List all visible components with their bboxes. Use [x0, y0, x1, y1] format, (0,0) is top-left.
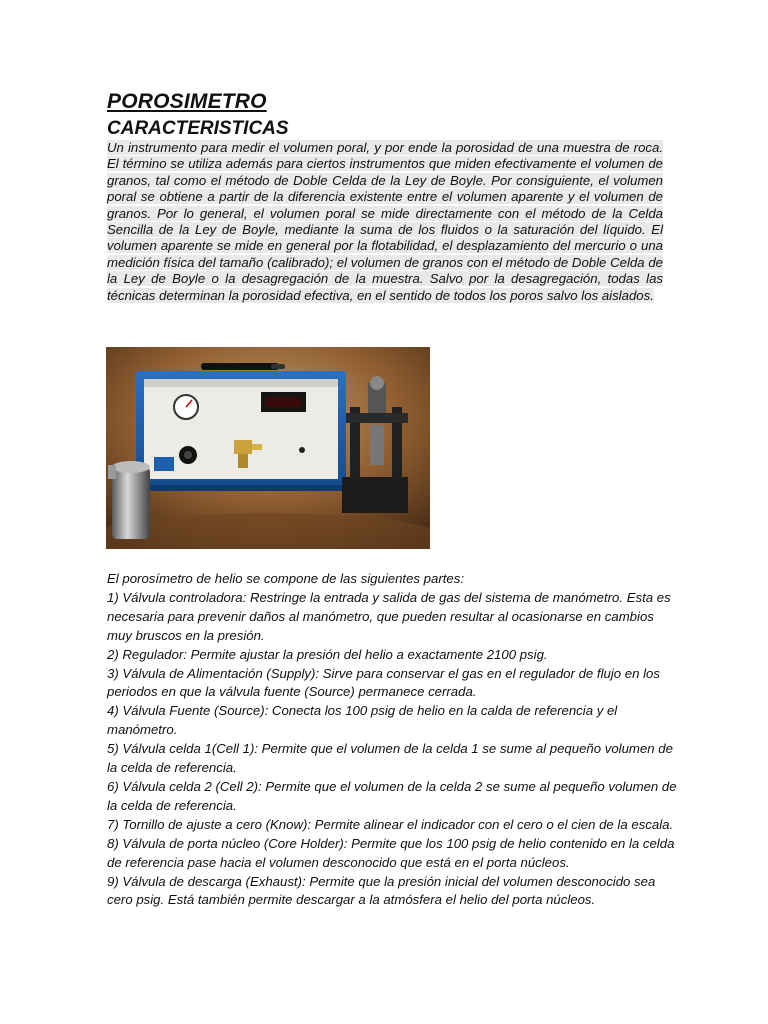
intro-paragraph	[107, 140, 663, 304]
list-item: 7) Tornillo de ajuste a cero (Know): Permite alinear el indicador con el cero o el cien de la escala.	[107, 816, 674, 832]
list-item: 3) Válvula de Alimentación (Supply): Sirve para conservar el gas en el regulador de flujo en los periodos en que la válvula fuente (Source) permanece cerrada.	[107, 665, 660, 700]
page-title: POROSIMETRO	[107, 90, 267, 113]
section-subtitle: CARACTERISTICAS	[107, 118, 289, 139]
parts-list	[107, 589, 677, 910]
list-item: 6) Válvula celda 2 (Cell 2): Permite que el volumen de la celda 2 se sume al pequeño volumen de la celda de referencia.	[107, 778, 677, 813]
porosimeter-photo	[106, 347, 430, 549]
list-item: 2) Regulador: Permite ajustar la presión del helio a exactamente 2100 psig.	[107, 646, 548, 662]
list-item: 5) Válvula celda 1(Cell 1): Permite que el volumen de la celda 1 se sume al pequeño volumen de la celda de referencia.	[107, 741, 673, 776]
list-item: 4) Válvula Fuente (Source): Conecta los 100 psig de helio en la calda de referencia y el manómetro.	[107, 703, 618, 738]
intro-text: Un instrumento para medir el volumen poral, y por ende la porosidad de una muestra de roca. El término se utiliza además para ciertos instrumentos que miden efectivamente el volumen de granos, tal como el método de Doble Celda de la Ley de Boyle. Por consiguiente, el volumen poral se obtiene a partir de la diferencia existente entre el volumen aparente y el volumen de granos. Por lo general, el volumen poral se mide directamente con el método de la Celda Sencilla de la Ley de Boyle, mediante la suma de los fluidos o la saturación del líquido. El volumen aparente se mide en general por la flotabilidad, el desplazamiento del mercurio o una medición física del tamaño (calibrado); el volumen de granos con el método de Doble Celda de la Ley de Boyle o la desagregación de la muestra. Salvo por la desagregación, todas las técnicas determinan la porosidad efectiva, en el sentido de todos los poros salvo los aislados.	[107, 140, 663, 303]
list-item: 8) Válvula de porta núcleo (Core Holder): Permite que los 100 psig de helio contenido en la celda de referencia pase hacia el volumen desconocido que está en el porta núcleos.	[107, 835, 675, 870]
list-item: 1) Válvula controladora: Restringe la entrada y salida de gas del sistema de manómetro. Esta es necesaria para prevenir daños al manómetro, que pueden resultar al ocasionarse en cambios muy bruscos en la presión.	[107, 589, 671, 643]
parts-lead: El porosímetro de helio se compone de las siguientes partes:	[107, 571, 464, 586]
list-item: 9) Válvula de descarga (Exhaust): Permite que la presión inicial del volumen desconocido sea cero psig. Está también permite descargar a la atmósfera el helio del porta núcleos.	[107, 873, 656, 908]
parts-section	[107, 570, 677, 910]
